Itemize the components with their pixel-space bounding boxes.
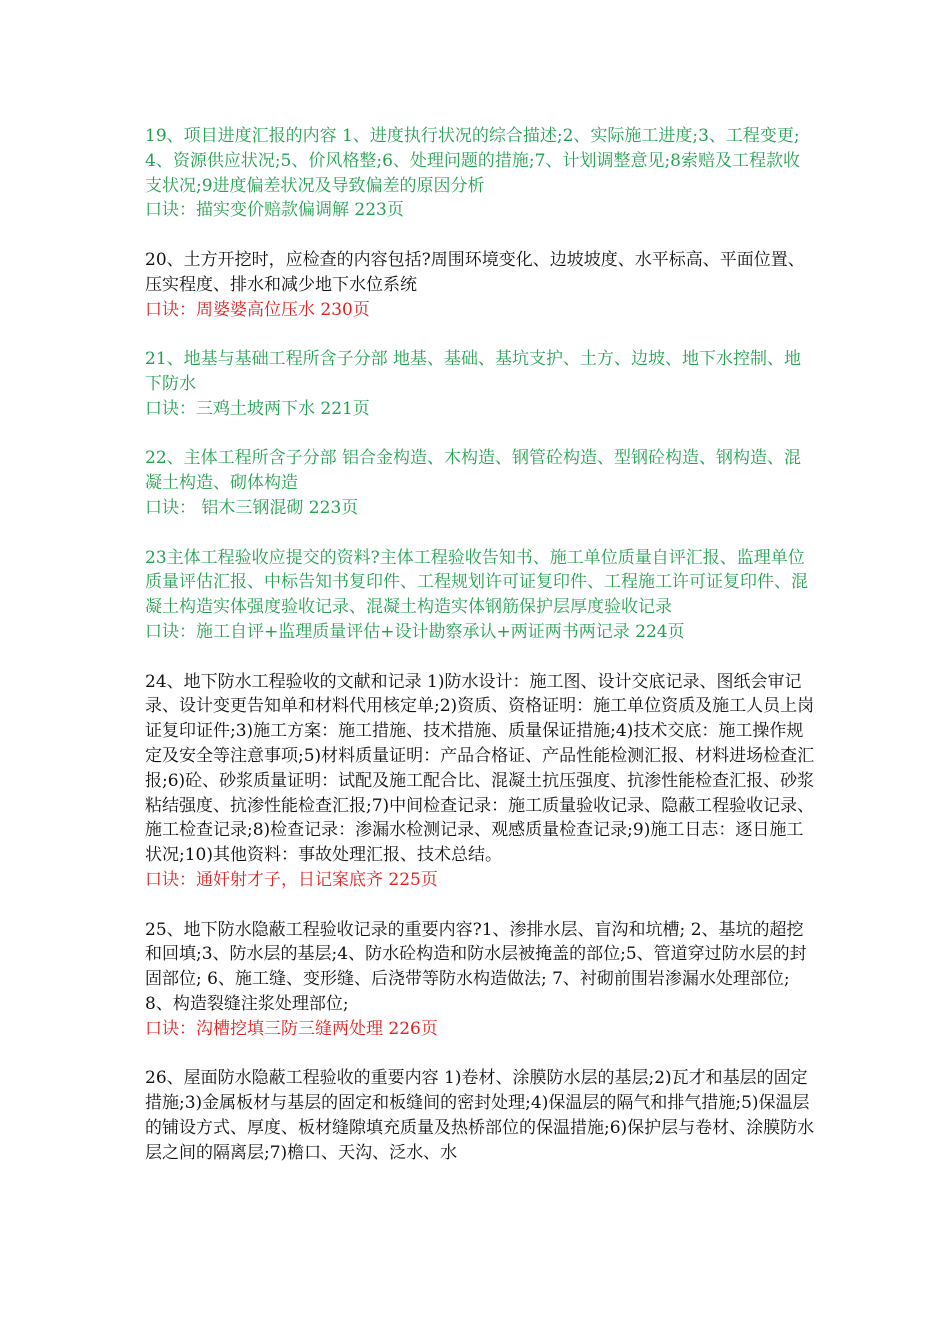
document-page — [145, 124, 815, 1190]
item-body: 21、地基与基础工程所含子分部 地基、基础、基坑支护、土方、边坡、地下水控制、地下防水 — [145, 349, 802, 394]
item-25 — [145, 918, 815, 1042]
item-19 — [145, 124, 815, 223]
item-body: 23主体工程验收应提交的资料?主体工程验收告知书、施工单位质量自评汇报、监理单位质量评估汇报、中标告知书复印件、工程规划许可证复印件、工程施工许可证复印件、混凝土构造实体强度验收记录、混凝土构造实体钢筋保护层厚度验收记录 — [145, 547, 808, 618]
item-mnemonic: 口诀：施工自评+监理质量评估+设计勘察承认+两证两书两记录 224页 — [145, 621, 685, 642]
item-20 — [145, 248, 815, 322]
item-21 — [145, 347, 815, 421]
item-mnemonic: 口诀：通奸射才子，日记案底齐 225页 — [145, 869, 438, 890]
item-mnemonic: 口诀： 铝木三钢混砌 223页 — [145, 497, 359, 518]
item-22 — [145, 446, 815, 520]
item-body: 26、屋面防水隐蔽工程验收的重要内容 1)卷材、涂膜防水层的基层;2)瓦才和基层的固定措施;3)金属板材与基层的固定和板缝间的密封处理;4)保温层的隔气和排气措施;5)保温层的铺设方式、厚度、板材缝隙填充质量及热桥部位的保温措施;6)保护层与卷材、涂膜防水层之间的隔离层;7)檐口、天沟、泛水、水 — [145, 1068, 815, 1163]
item-23 — [145, 546, 815, 645]
item-mnemonic: 口诀：周婆婆高位压水 230页 — [145, 299, 370, 320]
item-mnemonic: 口诀：三鸡土坡两下水 221页 — [145, 398, 370, 419]
item-body: 25、地下防水隐蔽工程验收记录的重要内容?1、渗排水层、盲沟和坑槽; 2、基坑的超挖和回填;3、防水层的基层;4、防水砼构造和防水层被掩盖的部位;5、管道穿过防水层的封固部位; 6、施工缝、变形缝、后浇带等防水构造做法; 7、衬砌前围岩渗漏水处理部位;8、构造裂缝注浆处理部位; — [145, 919, 807, 1014]
item-mnemonic: 口诀：描实变价赔款偏调解 223页 — [145, 200, 404, 221]
item-body: 22、主体工程所含子分部 铝合金构造、木构造、钢管砼构造、型钢砼构造、钢构造、混凝土构造、砌体构造 — [145, 448, 802, 494]
item-26 — [145, 1066, 815, 1165]
item-body: 24、地下防水工程验收的文献和记录 1)防水设计：施工图、设计交底记录、图纸会审记录、设计变更告知单和材料代用核定单;2)资质、资格证明：施工单位资质及施工人员上岗证复印证件;3)施工方案：施工措施、技术措施、质量保证措施;4)技术交底：施工操作规定及安全等注意事项;5)材料质量证明：产品合格证、产品性能检测汇报、材料进场检查汇报;6)砼、砂浆质量证明：试配及施工配合比、混凝土抗压强度、抗渗性能检查汇报、砂浆粘结强度、抗渗性能检查汇报;7)中间检查记录：施工质量验收记录、隐蔽工程验收记录、施工检查记录;8)检查记录：渗漏水检测记录、观感质量检查记录;9)施工日志：逐日施工状况;10)其他资料：事故处理汇报、技术总结。 — [145, 671, 815, 866]
item-body: 19、项目进度汇报的内容 1、进度执行状况的综合描述;2、实际施工进度;3、工程变更;4、资源供应状况;5、价风格整;6、处理问题的措施;7、计划调整意见;8索赔及工程款收支状况;9进度偏差状况及导致偏差的原因分析 — [145, 126, 800, 196]
item-mnemonic: 口诀：沟槽挖填三防三缝两处理 226页 — [145, 1018, 438, 1039]
item-body: 20、土方开挖时，应检查的内容包括?周围环境变化、边坡坡度、水平标高、平面位置、压实程度、排水和减少地下水位系统 — [145, 249, 805, 295]
item-24 — [145, 670, 815, 893]
